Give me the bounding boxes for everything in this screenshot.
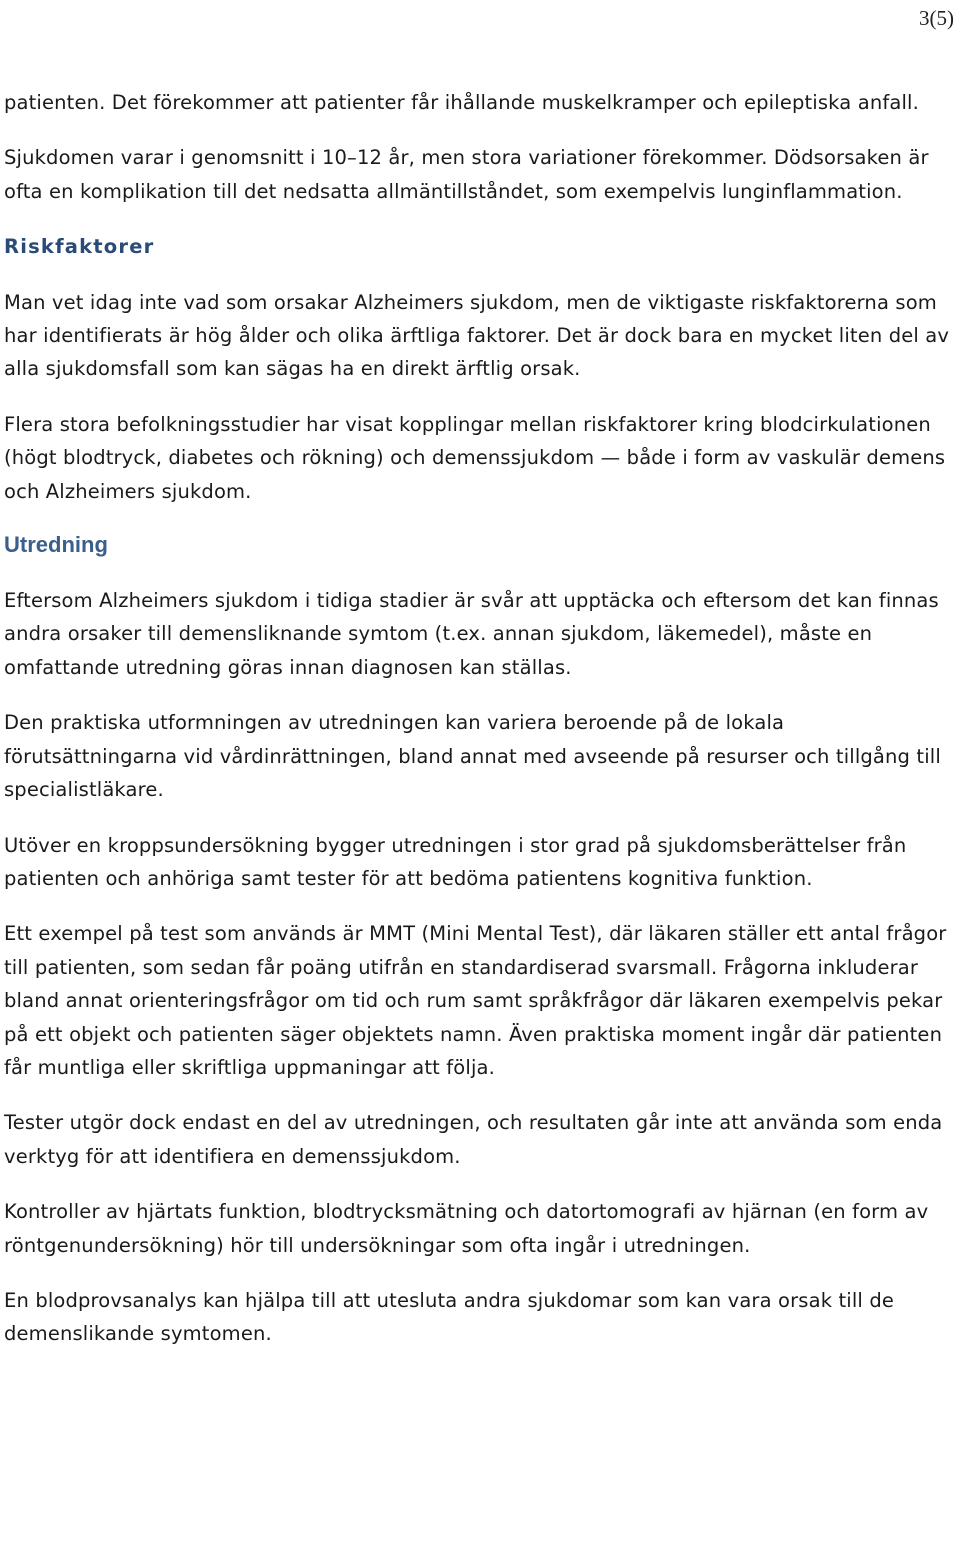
paragraph-risk-2: Flera stora befolkningsstudier har visat kopplingar mellan riskfaktorer kring blodcirkulationen (högt blodtryck, diabetes och rökning) och demenssjukdom — både i form av vaskulär demens och Alzheimers sjukdom. bbox=[4, 412, 946, 503]
paragraph-utredning-1: Eftersom Alzheimers sjukdom i tidiga stadier är svår att upptäcka och eftersom det kan finnas andra orsaker till demensliknande symtom (t.ex. annan sjukdom, läkemedel), måste en omfattande utredning göras innan diagnosen kan ställas. bbox=[4, 589, 939, 679]
heading-riskfaktorer: Riskfaktorer bbox=[4, 235, 155, 259]
paragraph-utredning-3: Utöver en kroppsundersökning bygger utredningen i stor grad på sjukdomsberättelser från patienten och anhöriga samt tester för att bedöma patientens kognitiva funktion. bbox=[4, 833, 907, 890]
paragraph-utredning-5: Tester utgör dock endast en del av utredningen, och resultaten går inte att använda som enda verktyg för att identifiera en demenssjukdom. bbox=[4, 1111, 943, 1168]
paragraph-intro-1: patienten. Det förekommer att patienter får ihållande muskelkramper och epileptiska anfall. bbox=[4, 91, 919, 114]
paragraph-utredning-2: Den praktiska utformningen av utredningen kan variera beroende på de lokala förutsättningarna vid vårdinrättningen, bland annat med avseende på resurser och tillgång till specialistläkare. bbox=[4, 711, 941, 802]
heading-utredning: Utredning bbox=[4, 532, 108, 558]
paragraph-utredning-6: Kontroller av hjärtats funktion, blodtrycksmätning och datortomografi av hjärnan (en form av röntgenundersökning) hör till undersökningar som ofta ingår i utredningen. bbox=[4, 1200, 929, 1257]
paragraph-utredning-4: Ett exempel på test som används är MMT (Mini Mental Test), där läkaren ställer ett antal frågor till patienten, som sedan får poäng utifrån en standardiserad svarsmall. Frågorna inkluderar bland annat orienteringsfrågor om tid och rum samt språkfrågor där läkaren exempelvis pekar på ett objekt och patienten säger objektets namn. Även praktiska moment ingår där patienten får muntliga eller skriftliga uppmaningar att följa. bbox=[4, 922, 947, 1079]
paragraph-intro-2: Sjukdomen varar i genomsnitt i 10–12 år, men stora variationer förekommer. Dödsorsaken är ofta en komplikation till det nedsatta allmäntillståndet, som exempelvis lunginflammation. bbox=[4, 146, 929, 203]
page-number: 3(5) bbox=[919, 6, 954, 30]
document-body bbox=[4, 86, 954, 1351]
paragraph-utredning-7: En blodprovsanalys kan hjälpa till att utesluta andra sjukdomar som kan vara orsak till de demenslikande symtomen. bbox=[4, 1288, 895, 1346]
paragraph-risk-1: Man vet idag inte vad som orsakar Alzheimers sjukdom, men de viktigaste riskfaktorerna som har identifierats är hög ålder och olika ärftliga faktorer. Det är dock bara en mycket liten del av alla sjukdomsfall som kan sägas ha en direkt ärftlig orsak. bbox=[4, 290, 950, 381]
